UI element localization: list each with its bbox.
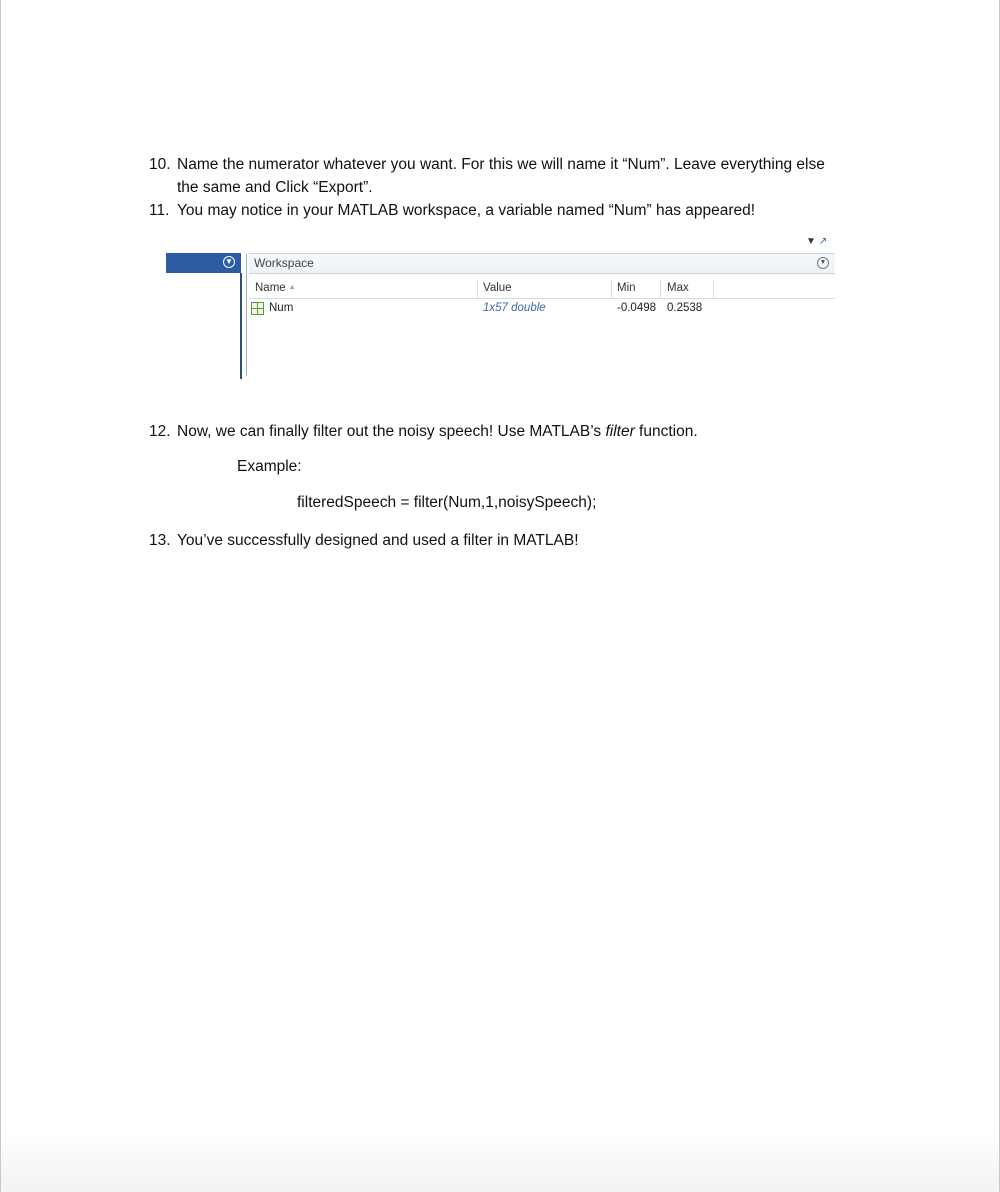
step-text-line2: the same and Click “Export”. — [177, 179, 373, 196]
workspace-header — [249, 253, 835, 274]
variable-max: 0.2538 — [667, 302, 703, 314]
step-text-line1: Name the numerator whatever you want. For this we will name it “Num”. Leave everything else — [177, 156, 825, 173]
step-12 — [149, 420, 909, 444]
step-10 — [149, 153, 909, 201]
step-text: Now, we can finally filter out the noisy speech! Use MATLAB’s filter function. — [177, 423, 698, 440]
variable-name: Num — [269, 302, 294, 314]
example-code: filteredSpeech = filter(Num,1,noisySpeech); — [297, 494, 597, 511]
step-11 — [149, 199, 909, 223]
dropdown-arrow-icon: ▼ — [806, 236, 816, 247]
column-header-value[interactable]: Value — [483, 282, 512, 294]
column-header-max[interactable]: Max — [667, 282, 689, 294]
panel-divider — [240, 273, 242, 379]
variable-min: -0.0498 — [617, 302, 657, 314]
step-13 — [149, 529, 909, 553]
panel-border — [246, 254, 247, 376]
matlab-workspace-screenshot — [166, 236, 846, 382]
step-number: 13. — [149, 532, 171, 549]
sort-ascending-icon: ▲ — [288, 284, 296, 291]
toolbar-icons — [806, 236, 827, 247]
undock-arrow-icon: ↗ — [818, 236, 828, 247]
step-number: 12. — [149, 423, 171, 440]
chevron-circle-icon: ▼ — [817, 257, 829, 269]
matrix-variable-icon — [251, 302, 264, 315]
workspace-title: Workspace — [254, 256, 314, 270]
step-text: You’ve successfully designed and used a filter in MATLAB! — [177, 532, 579, 549]
column-header-name[interactable]: Name ▲ — [255, 282, 296, 294]
step-number: 10. — [149, 156, 171, 173]
variable-value: 1x57 double — [483, 302, 546, 314]
step-number: 11. — [149, 202, 170, 219]
chevron-circle-icon: ▼ — [223, 256, 235, 268]
workspace-variable-row[interactable] — [249, 302, 835, 318]
example-label: Example: — [237, 458, 302, 475]
step-text: You may notice in your MATLAB workspace, a variable named “Num” has appeared! — [177, 202, 756, 219]
column-header-min[interactable]: Min — [617, 282, 636, 294]
workspace-column-headers — [249, 280, 835, 299]
